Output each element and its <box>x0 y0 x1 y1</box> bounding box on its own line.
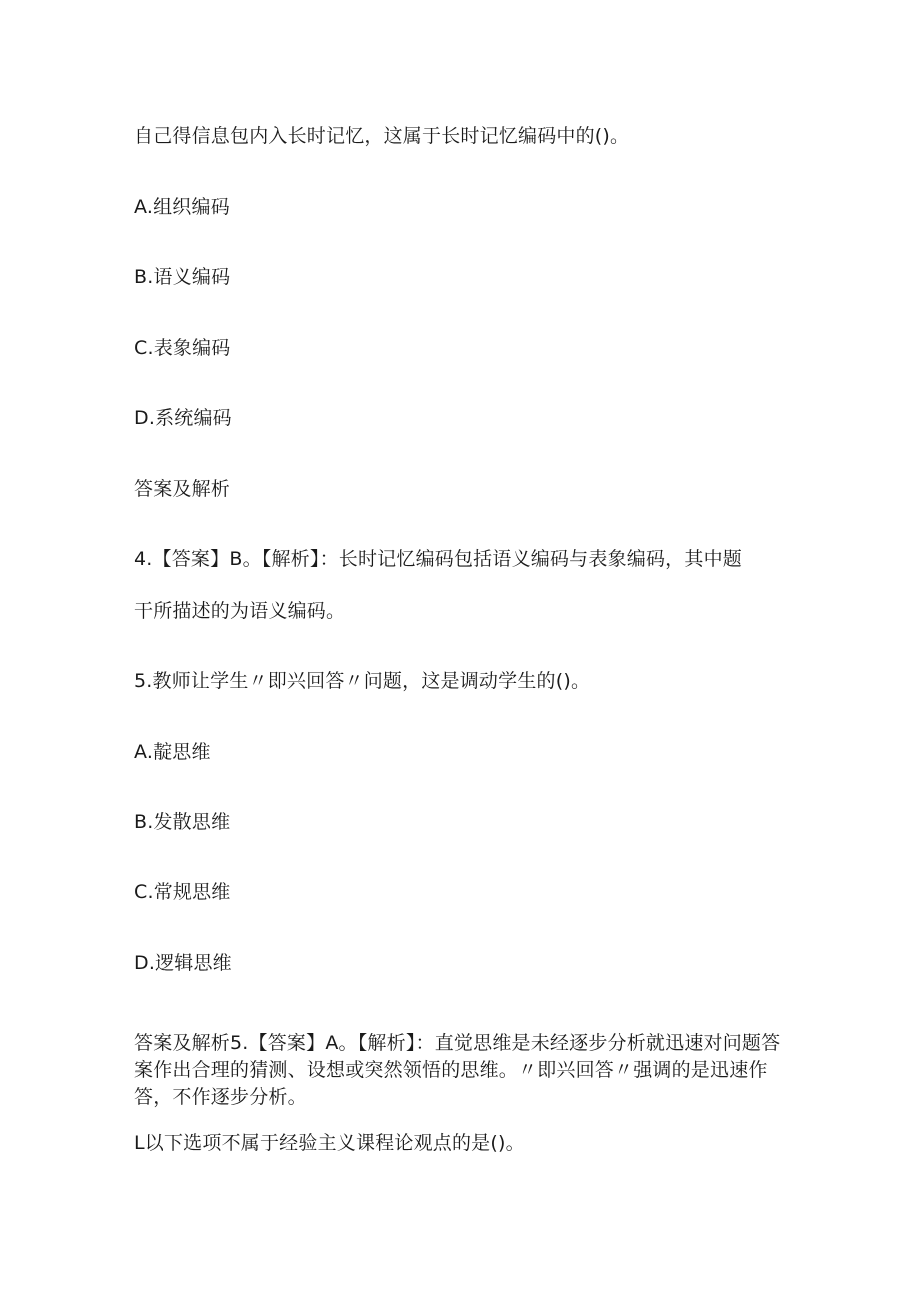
answer-explanation-cont: 干所描述的为语义编码。 <box>134 600 346 622</box>
answer-explanation: 4.【答案】B。【解析】：长时记忆编码包括语义编码与表象编码，其中题 <box>134 548 742 570</box>
answer-heading: 答案及解析 <box>134 478 231 500</box>
question-stem: 自己得信息包内入长时记忆，这属于长时记忆编码中的()。 <box>134 125 630 147</box>
option-a: A.靛思维 <box>134 741 211 763</box>
option-c: C.表象编码 <box>134 337 231 359</box>
option-b: B.发散思维 <box>134 811 231 833</box>
option-d: D.系统编码 <box>134 407 232 429</box>
option-d: D.逻辑思维 <box>134 952 232 974</box>
option-b: B.语义编码 <box>134 266 231 288</box>
answer-explanation: 答案及解析5.【答案】A。【解析】：直觉思维是未经逐步分析就迅速对问题答案作出合理的猜测、设想或突然领悟的思维。〃即兴回答〃强调的是迅速作答，不作逐步分析。 <box>134 1032 781 1108</box>
option-c: C.常规思维 <box>134 881 231 903</box>
question-stem: 5.教师让学生〃即兴回答〃问题，这是调动学生的()。 <box>134 670 591 692</box>
question-stem: L以下选项不属于经验主义课程论观点的是()。 <box>134 1132 525 1154</box>
option-a: A.组织编码 <box>134 196 230 218</box>
